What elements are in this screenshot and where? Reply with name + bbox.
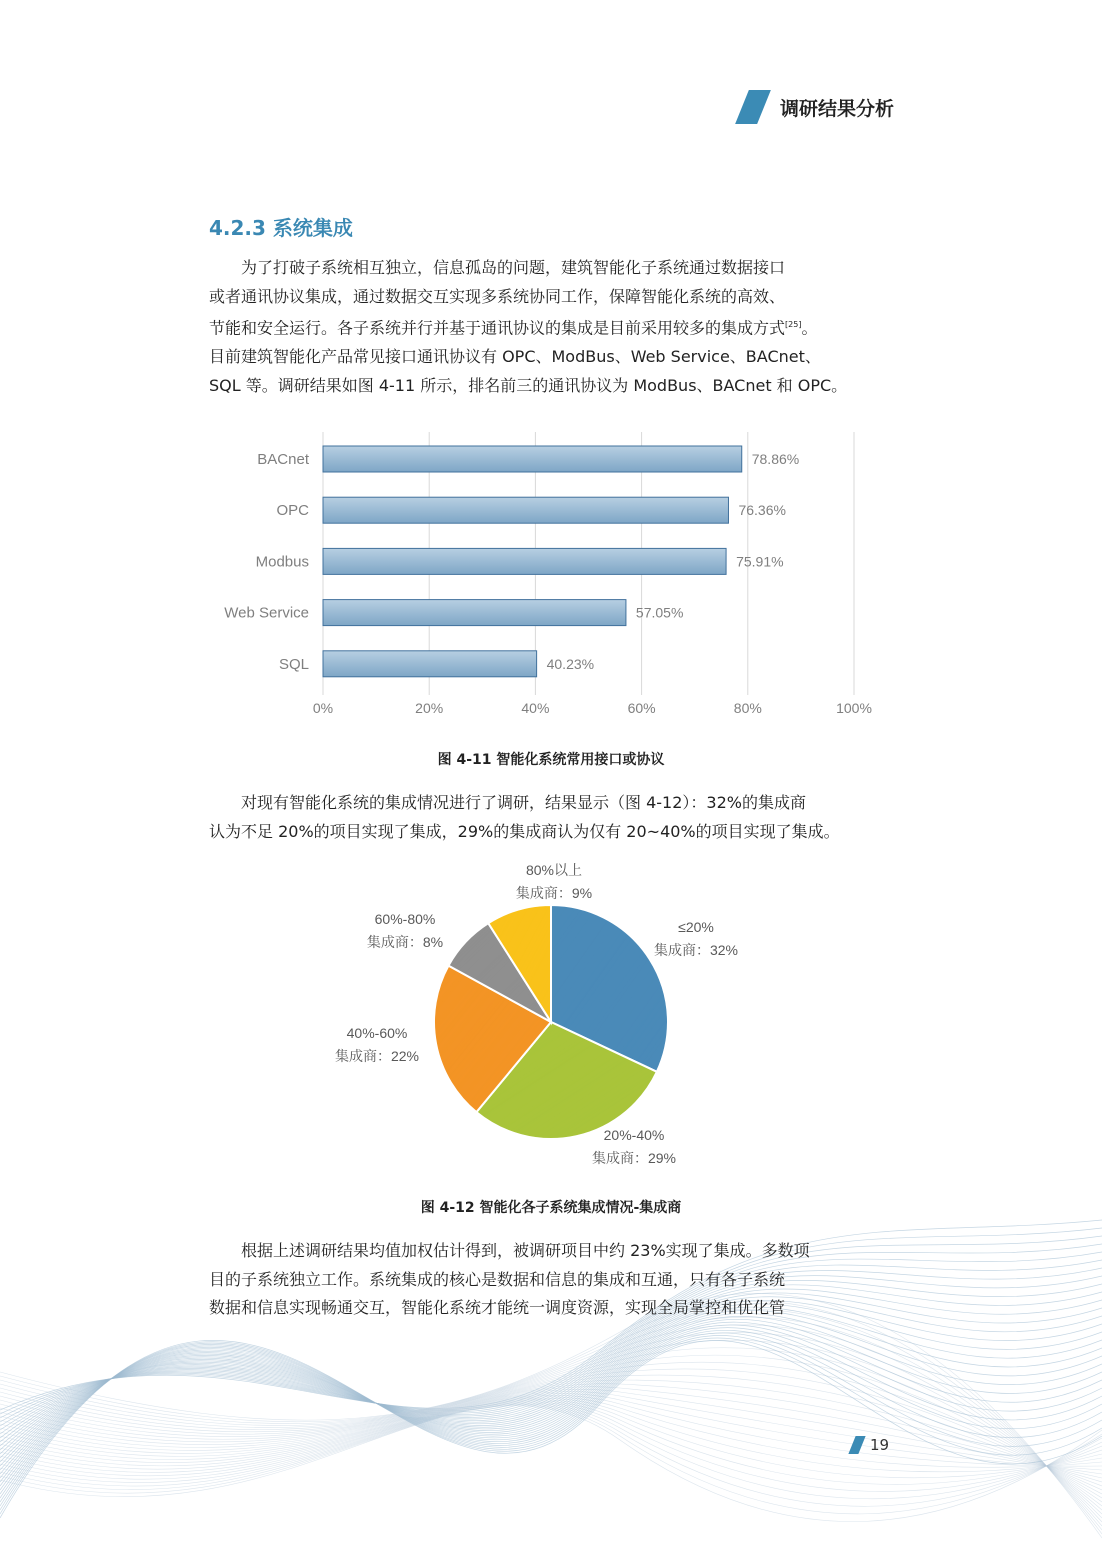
x-tick-label: 0% — [312, 700, 334, 716]
x-tick-label: 100% — [836, 700, 872, 716]
bar — [323, 600, 626, 626]
category-label: BACnet — [257, 451, 309, 468]
para-line: 为了打破子系统相互独立，信息孤岛的问题，建筑智能化子系统通过数据接口 — [209, 258, 786, 277]
slice-value-label: 集成商：32% — [653, 942, 739, 958]
data-label: 75.91% — [736, 553, 784, 570]
paragraph-3 — [209, 1237, 899, 1323]
page-header — [742, 90, 894, 124]
para-line: 数据和信息实现畅通交互，智能化系统才能统一调度资源，实现全局掌控和优化管 — [209, 1298, 786, 1318]
page-number — [852, 1436, 889, 1454]
slice-value-label: 集成商：9% — [515, 885, 593, 901]
page-number-text: 19 — [870, 1436, 890, 1454]
x-tick-label: 60% — [627, 700, 656, 716]
wave-line — [0, 1375, 1102, 1494]
para-line: 认为不足 20%的项目实现了集成，29%的集成商认为仅有 20~40%的项目实现了集成。 — [209, 821, 840, 841]
x-tick-label: 20% — [415, 700, 444, 716]
wave-line — [0, 1309, 1102, 1530]
header-title: 调研结果分析 — [780, 97, 895, 120]
category-label: Modbus — [255, 553, 309, 571]
slice-category-label: 20%-40% — [603, 1127, 665, 1143]
data-label: 76.36% — [738, 502, 786, 519]
figure-caption-2: 图 4-12 智能化各子系统集成情况-集成商 — [420, 1200, 682, 1216]
slice-value-label: 集成商：29% — [591, 1150, 677, 1166]
category-label: Web Service — [224, 604, 309, 622]
para-line: 目的子系统独立工作。系统集成的核心是数据和信息的集成和互通，只有各子系统 — [209, 1269, 786, 1289]
section-title: 4.2.3 系统集成 — [209, 216, 353, 240]
slice-category-label: 40%-60% — [346, 1025, 408, 1041]
category-label: SQL — [278, 655, 309, 673]
bar — [323, 497, 728, 523]
data-label: 57.05% — [635, 604, 684, 621]
para-line: 目前建筑智能化产品常见接口通讯协议有 OPC、ModBus、Web Service、BACnet、 — [209, 347, 821, 367]
x-tick-label: 40% — [521, 700, 550, 716]
data-label: 78.86% — [751, 451, 800, 467]
para-line: 对现有智能化系统的集成情况进行了调研，结果显示（图 4-12）：32%的集成商 — [209, 793, 806, 812]
bar — [323, 548, 726, 574]
para-line: 或者通讯协议集成，通过数据交互实现多系统协同工作，保障智能化系统的高效、 — [209, 286, 786, 306]
header-slash-icon — [735, 90, 771, 124]
figure-caption-1: 图 4-11 智能化系统常用接口或协议 — [437, 752, 665, 768]
citation: [25] — [785, 320, 802, 330]
x-tick-label: 80% — [733, 700, 762, 716]
category-label: OPC — [276, 502, 309, 520]
data-label: 40.23% — [546, 655, 595, 672]
bar — [323, 651, 537, 677]
slice-category-label: ≤20% — [678, 919, 714, 935]
slice-value-label: 集成商：8% — [366, 934, 444, 950]
wave-line — [0, 1313, 1102, 1478]
paragraph-1 — [209, 254, 899, 400]
bar — [323, 446, 742, 472]
wave-line — [0, 1333, 1102, 1506]
para-line: 根据上述调研结果均值加权估计得到，被调研项目中约 23%实现了集成。多数项 — [209, 1241, 810, 1260]
wave-line — [0, 1307, 1102, 1470]
slice-category-label: 80%以上 — [525, 862, 583, 878]
wave-line — [0, 1403, 1102, 1499]
paragraph-2 — [209, 789, 899, 846]
slice-value-label: 集成商：22% — [334, 1048, 420, 1064]
para-line: 节能和安全运行。各子系统并行并基于通讯协议的集成是目前采用较多的集成方式[25]。 — [209, 318, 818, 338]
para-line: SQL 等。调研结果如图 4-11 所示，排名前三的通讯协议为 ModBus、BACnet 和 OPC。 — [209, 375, 848, 395]
wave-line — [0, 1293, 1102, 1538]
wave-line — [0, 1384, 1102, 1486]
slice-category-label: 60%-80% — [374, 911, 436, 927]
bar-chart — [0, 420, 1102, 730]
pie-chart — [0, 860, 1102, 1180]
